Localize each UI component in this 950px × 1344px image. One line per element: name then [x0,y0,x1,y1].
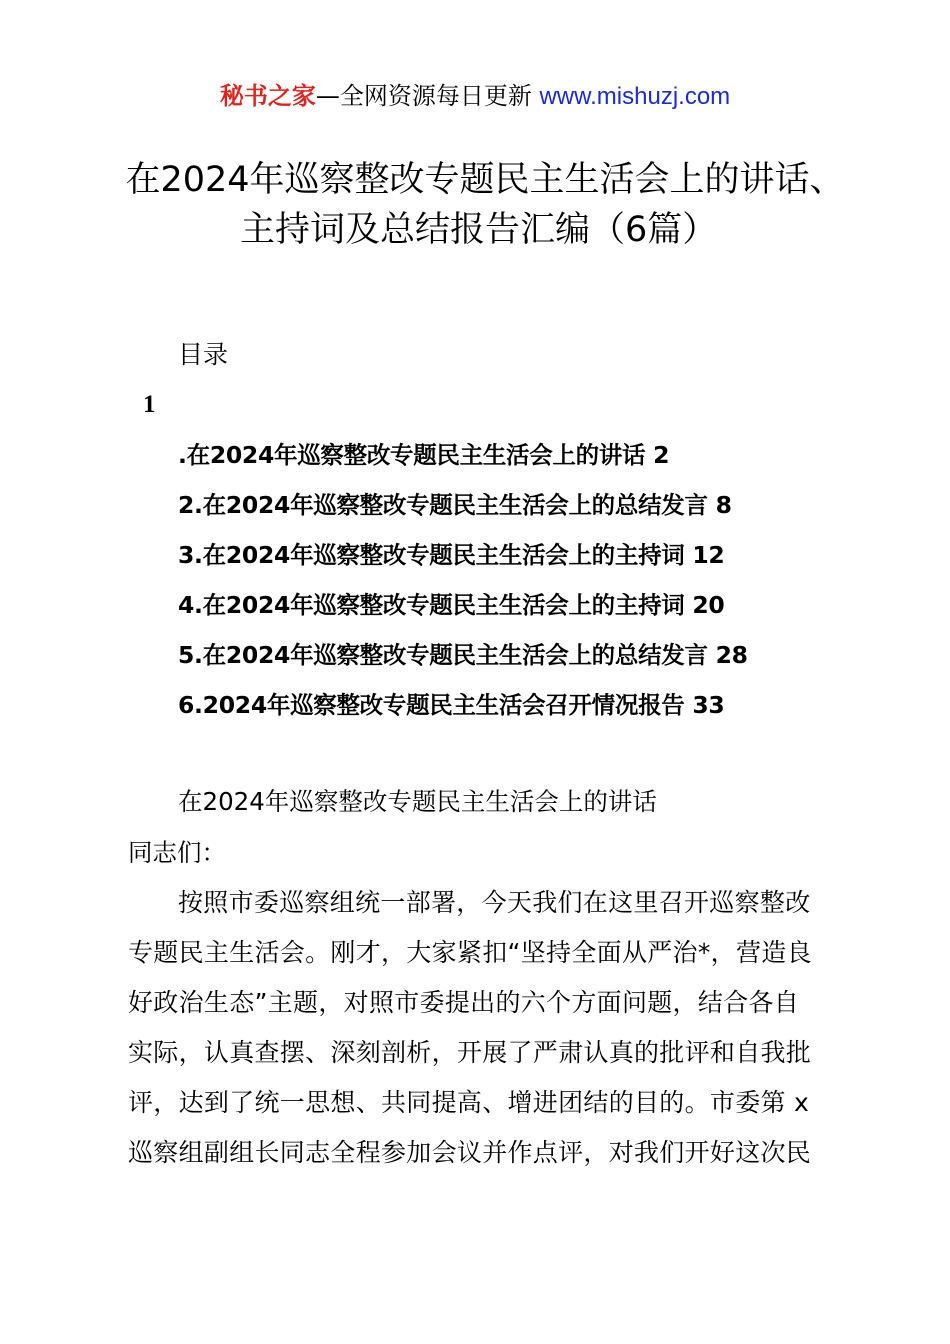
section-title: 在2024年巡察整改专题民主生活会上的讲话 [178,787,657,816]
site-tagline: —全网资源每日更新 [315,82,540,110]
toc-entry-6[interactable]: 6.2024年巡察整改专题民主生活会召开情况报告 33 [178,691,725,719]
body-line-6: 巡察组副组长同志全程参加会议并作点评，对我们开好这次民 [128,1138,812,1167]
body-line-1: 按照市委巡察组统一部署，今天我们在这里召开巡察整改 [178,888,811,917]
toc-entry-3[interactable]: 3.在2024年巡察整改专题民主生活会上的主持词 12 [178,541,725,569]
body-line-2: 专题民主生活会。刚才，大家紧扣“坚持全面从严治*，营造良 [128,938,812,967]
document-title-line-2-text: 主持词及总结报告汇编（6篇） [240,210,718,250]
toc-entry-2[interactable]: 2.在2024年巡察整改专题民主生活会上的总结发言 8 [178,491,732,519]
toc-entry-5[interactable]: 5.在2024年巡察整改专题民主生活会上的总结发言 28 [178,641,748,669]
toc-first-number: 1 [143,391,156,418]
document-title-line-1: 在2024年巡察整改专题民主生活会上的讲话、 [125,160,845,200]
toc-heading: 目录 [178,340,229,369]
toc-entry-1[interactable]: .在2024年巡察整改专题民主生活会上的讲话 2 [178,441,670,469]
site-brand: 秘书之家 [219,82,316,110]
toc-entry-4[interactable]: 4.在2024年巡察整改专题民主生活会上的主持词 20 [178,591,725,619]
body-line-4: 实际，认真查摆、深刻剖析，开展了严肃认真的批评和自我批 [128,1038,812,1067]
site-url-link[interactable]: www.mishuzj.com [539,83,731,110]
body-line-3: 好政治生态”主题，对照市委提出的六个方面问题，结合各自 [128,988,800,1017]
body-line-5: 评，达到了统一思想、共同提高、增进团结的目的。市委第 x [128,1088,810,1117]
salutation: 同志们： [128,838,226,867]
site-header [0,80,950,113]
